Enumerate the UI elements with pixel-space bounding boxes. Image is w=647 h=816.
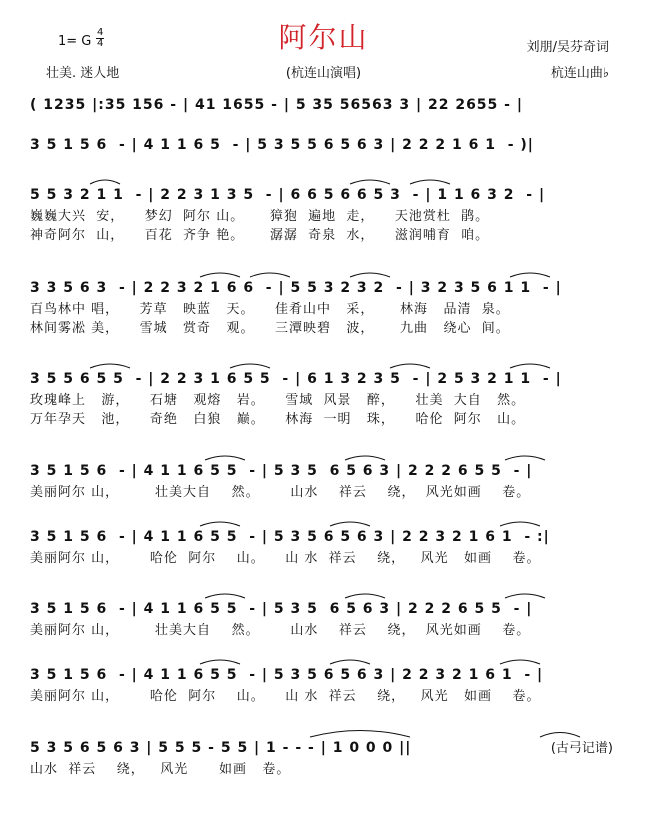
lyric-line: 美丽阿尔 山， 哈伦 阿尔 山。 山 水 祥云 绕， 风光 如画 卷。 (30, 689, 541, 704)
notation-line: 3 5 1 5 6 - | 4 1 1 6 5 5 - | 5 3 5 6 5 6 3 | 2 2 2 6 5 5 - | (30, 601, 533, 617)
song-title: 阿尔山 (278, 21, 369, 54)
notation-line: 3 5 1 5 6 - | 4 1 1 6 5 5 - | 5 3 5 6 5 6 3 | 2 2 3 2 1 6 1 - :| (30, 529, 550, 545)
notation-line: 5 3 5 6 5 6 3 | 5 5 5 - 5 5 | 1 - - - | 1 0 0 0 || (30, 740, 412, 756)
composer-credit: 杭连山曲♭ (550, 66, 609, 81)
lyric-line: 美丽阿尔 山， 壮美大自 然。 山水 祥云 绕， 风光如画 卷。 (30, 623, 531, 638)
key-signature: 1= G (58, 34, 92, 49)
score-header (0, 0, 647, 90)
notation-line: 3 5 1 5 6 - | 4 1 1 6 5 5 - | 5 3 5 6 5 6 3 | 2 2 2 6 5 5 - | (30, 463, 533, 479)
notation-line: ( 1235 |:35 156 - | 41 1655 - | 5 35 56563 3 | 22 2655 - | (30, 97, 523, 113)
lyric-line: 山水 祥云 绕， 风光 如画 卷。 (30, 762, 291, 777)
notation-line: 5 5 3 2 1 1 - | 2 2 3 1 3 5 - | 6 6 5 6 6 5 3 - | 1 1 6 3 2 - | (30, 187, 546, 203)
transcriber-note: (古弓记谱) (550, 741, 613, 756)
lyric-verse-1: 巍巍大兴 安， 梦幻 阿尔 山。 獐狍 遍地 走， 天池赏杜 鹃。 (30, 209, 490, 224)
performer-credit: (杭连山演唱) (285, 66, 362, 81)
lyric-verse-2: 万年孕天 池， 奇绝 白狼 巅。 林海 一明 珠， 哈伦 阿尔 山。 (30, 412, 526, 427)
lyricist-credit: 刘朋/吴芬奇词 (526, 40, 609, 55)
notation-line: 3 5 5 6 5 5 - | 2 2 3 1 6 5 5 - | 6 1 3 2 3 5 - | 2 5 3 2 1 1 - | (30, 371, 562, 387)
lyric-verse-2: 林间雾凇 美， 雪城 赏奇 观。 三潭映碧 波， 九曲 绕心 间。 (30, 321, 510, 336)
meter-bottom: 4 (97, 38, 104, 49)
notation-line: 3 5 1 5 6 - | 4 1 1 6 5 - | 5 3 5 5 6 5 6 3 | 2 2 2 1 6 1 - )| (30, 137, 534, 153)
performance-style: 壮美. 迷人地 (46, 66, 120, 81)
lyric-line: 美丽阿尔 山， 哈伦 阿尔 山。 山 水 祥云 绕， 风光 如画 卷。 (30, 551, 541, 566)
lyric-line: 美丽阿尔 山， 壮美大自 然。 山水 祥云 绕， 风光如画 卷。 (30, 485, 531, 500)
notation-line: 3 5 1 5 6 - | 4 1 1 6 5 5 - | 5 3 5 6 5 6 3 | 2 2 3 2 1 6 1 - | (30, 667, 544, 683)
meter-top: 4 (97, 27, 104, 38)
lyric-verse-1: 百鸟林中 唱， 芳草 映蓝 天。 佳肴山中 采， 林海 品清 泉。 (30, 302, 510, 317)
lyric-verse-2: 神奇阿尔 山， 百花 齐争 艳。 潺潺 奇泉 水， 滋润哺育 咱。 (30, 228, 490, 243)
lyric-verse-1: 玫瑰峰上 游， 石塘 观熔 岩。 雪域 风景 醉， 壮美 大自 然。 (30, 393, 526, 408)
notation-line: 3 3 5 6 3 - | 2 2 3 2 1 6 6 - | 5 5 3 2 3 2 - | 3 2 3 5 6 1 1 - | (30, 280, 562, 296)
